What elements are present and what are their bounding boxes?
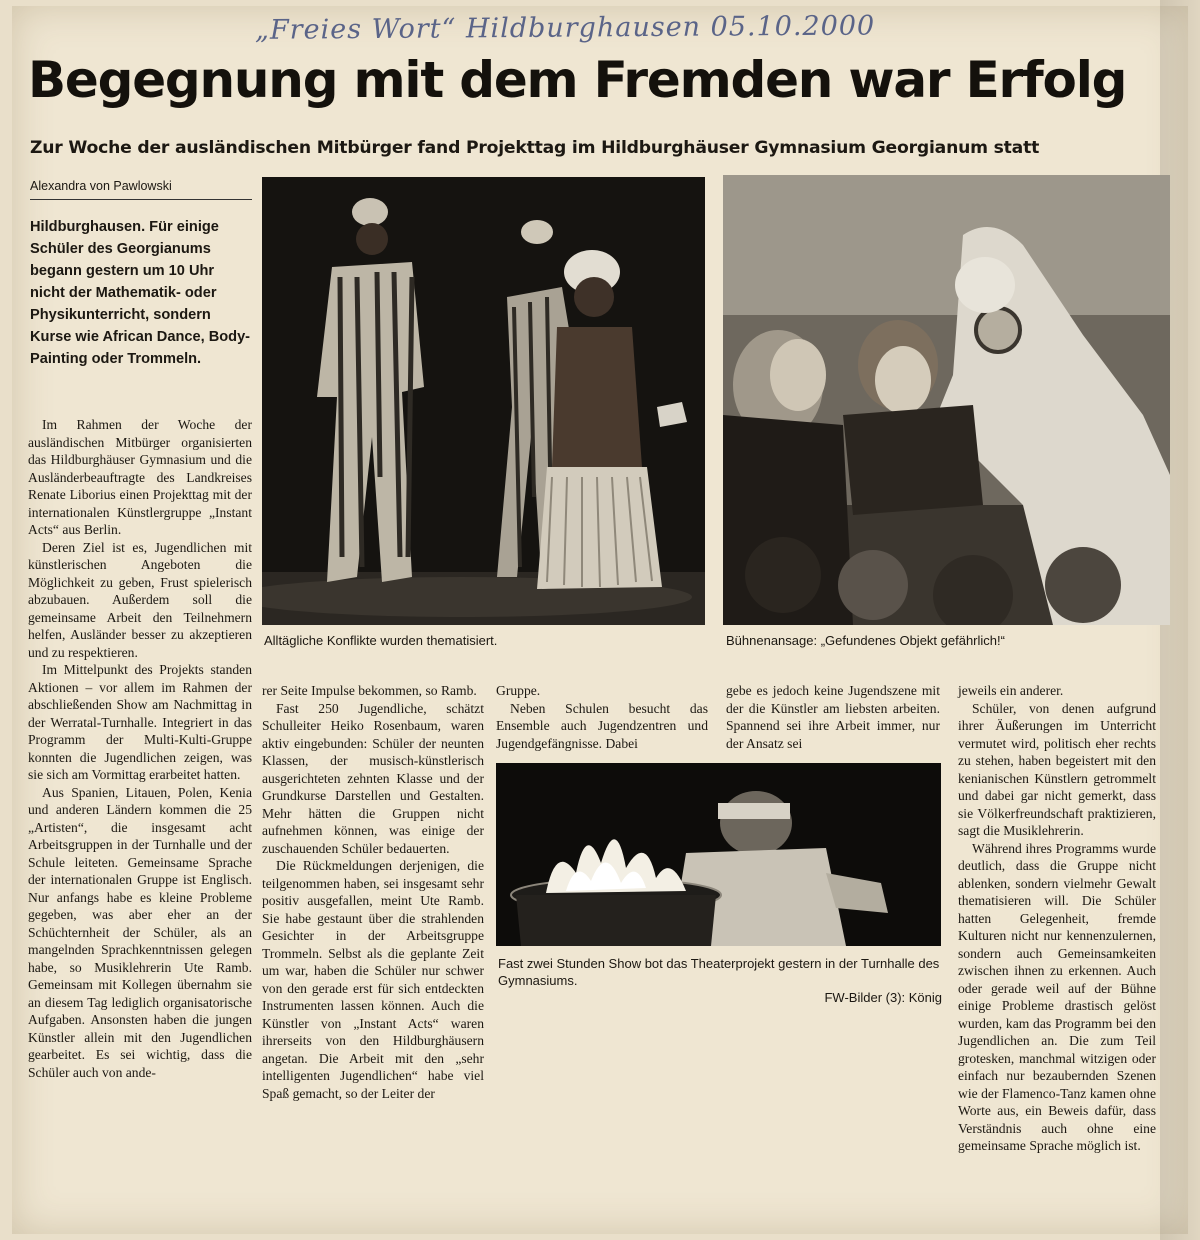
paragraph: jeweils ein anderer. [958,683,1064,698]
caption-photo-fire-show [498,955,942,1006]
article-column-2 [262,682,484,1102]
handwritten-source-note: „Freies Wort“ Hildburghausen 05.10.2000 [254,10,876,46]
paragraph: Fast 250 Jugendliche, schätzt Schulleiter Heiko Rosenbaum, waren aktiv eingebunden: Schüler der neunten Klassen, der musisch-künstlerisch ausgerichteten zehnten Klasse und der Grundkurse Darstellen und Gestalten. Mehr hätten die Gruppen nicht aufnehmen können, was einige der zuschauenden Schüler bedauerten. [262,700,484,856]
paragraph: Während ihres Programms wurde deutlich, dass die Gruppe nicht ablenken, sondern vielmehr Gewalt thematisieren will. Die Schüler hatten Gelegenheit, fremde Kulturen nicht nur kennenzulernen, sondern auch Gemeinsamkeiten zwischen ihnen zu erkennen. Auch oder gerade weil auf der Bühne einige Probleme drastisch gelöst wurden, kam das Programm bei den Jugendlichen an. Die zum Teil grotesken, manchmal witzigen oder einfach nur bezaubernden Szenen wie der Flamenco-Tanz kamen ohne Worte aus, ein Beweis dafür, dass Verständnis auch ohne eine gemeinsame Sprache möglich ist. [958,840,1156,1153]
photo-credit: FW-Bilder (3): König [824,990,942,1005]
article-column-3 [496,682,708,752]
headline: Begegnung mit dem Fremden war Erfolg [28,51,1127,109]
photo-students-with-masked-performer [723,175,1170,625]
paragraph: Gruppe. [496,683,541,698]
paragraph: Neben Schulen besucht das Ensemble auch Jugendzentren und Jugendgefängnisse. Dabei [496,700,708,751]
caption-photo-masked-performer: Bühnenansage: „Gefundenes Objekt gefährlich!“ [726,633,1005,648]
paragraph: Im Rahmen der Woche der ausländischen Mitbürger organisierten das Hildburghäuser Gymnasium und die Ausländerbeauftragte des Landkreises Renate Liborius einen Projekttag mit der internationalen Künstlergruppe „Instant Acts“ aus Berlin. [28,417,252,537]
paragraph: Schüler, von denen aufgrund ihrer Äußerungen im Unterricht vermutet wird, politisch eher rechts zu stehen, haben begeistert mit den kenianischen Künstlern getrommelt und dabei gar nicht gemerkt, dass sie Völkerfreundschaft praktizieren, sagt die Musiklehrerin. [958,700,1156,838]
lead-paragraph: Hildburghausen. Für einige Schüler des Georgianums begann gestern um 10 Uhr nicht der Mathematik- oder Physikunterricht, sondern Kurse wie African Dance, Body-Painting oder Trommeln. [30,219,251,367]
caption-photo-fire-show-text: Fast zwei Stunden Show bot das Theaterprojekt gestern in der Turnhalle des Gymnasiums. [498,956,940,988]
article-column-5 [958,682,1156,1155]
paragraph: Aus Spanien, Litauen, Polen, Kenia und anderen Ländern kommen die 25 „Artisten“, die insgesamt acht Arbeitsgruppen in der Turnhalle und der Schule leiteten. Gemeinsame Sprache der internationalen Gruppe ist Englisch. Nur anfangs habe es kleine Probleme gegeben, was aber eher an der Schüchternheit der Schüler, als an mangelnden Sprachkenntnissen gelegen habe, so Musiklehrerin Ute Ramb. Gemeinsam mit Kollegen übernahm sie an diesem Tag lediglich organisatorische Aufgaben. Ansonsten haben die jungen Künstler allein mit den Jugendlichen gearbeitet. Es sei wichtig, dass die Schüler auch von ande- [28,784,252,1080]
article-column-4 [726,682,940,752]
caption-photo-dancers: Alltägliche Konflikte wurden thematisiert. [264,633,498,648]
subheadline: Zur Woche der ausländischen Mitbürger fand Projekttag im Hildburghäuser Gymnasium Georgianum statt [30,138,1040,158]
paragraph: rer Seite Impulse bekommen, so Ramb. [262,683,477,698]
photo-dancers [262,177,705,625]
paragraph: gebe es jedoch keine Jugendszene mit der die Künstler am liebsten arbeiten. Spannend sei ihre Arbeit immer, nur der Ansatz sei [726,683,940,751]
paragraph: Die Rückmeldungen derjenigen, die teilgenommen haben, sei insgesamt sehr positiv ausgefallen, meint Ute Ramb. Sie habe gestaunt über die strahlenden Gesichter in der Arbeitsgruppe Trommeln. Selbst als die geplante Zeit um war, haben die Schüler nur schwer von den gerade erst für sich entdeckten Instrumenten lassen können. Auch die Künstler von „Instant Acts“ waren ihrerseits von den Hildburghäusern angetan. Die Arbeit mit den „sehr intelligenten Jugendlichen“ habe viel Spaß gemacht, so der Leiter der [262,858,484,1101]
article-column-1 [28,416,252,1081]
paragraph: Im Mittelpunkt des Projekts standen Aktionen – vor allem im Rahmen der abschließenden Show am Nachmittag in der Werratal-Turnhalle. Integriert in das Programm der Multi-Kulti-Gruppe konnten die Jugendlichen zeigen, was sie sich am Vormittag erarbeitet hatten. [28,662,252,782]
photo-fire-show [496,763,941,946]
byline: Alexandra von Pawlowski [30,179,252,200]
paragraph: Deren Ziel ist es, Jugendlichen mit künstlerischen Angeboten die Möglichkeit zu geben, Frust spielerisch abzubauen. Außerdem soll die gemeinsame Arbeit den Teilnehmern helfen, Ausländer besser zu akzeptieren und zu respektieren. [28,539,252,660]
